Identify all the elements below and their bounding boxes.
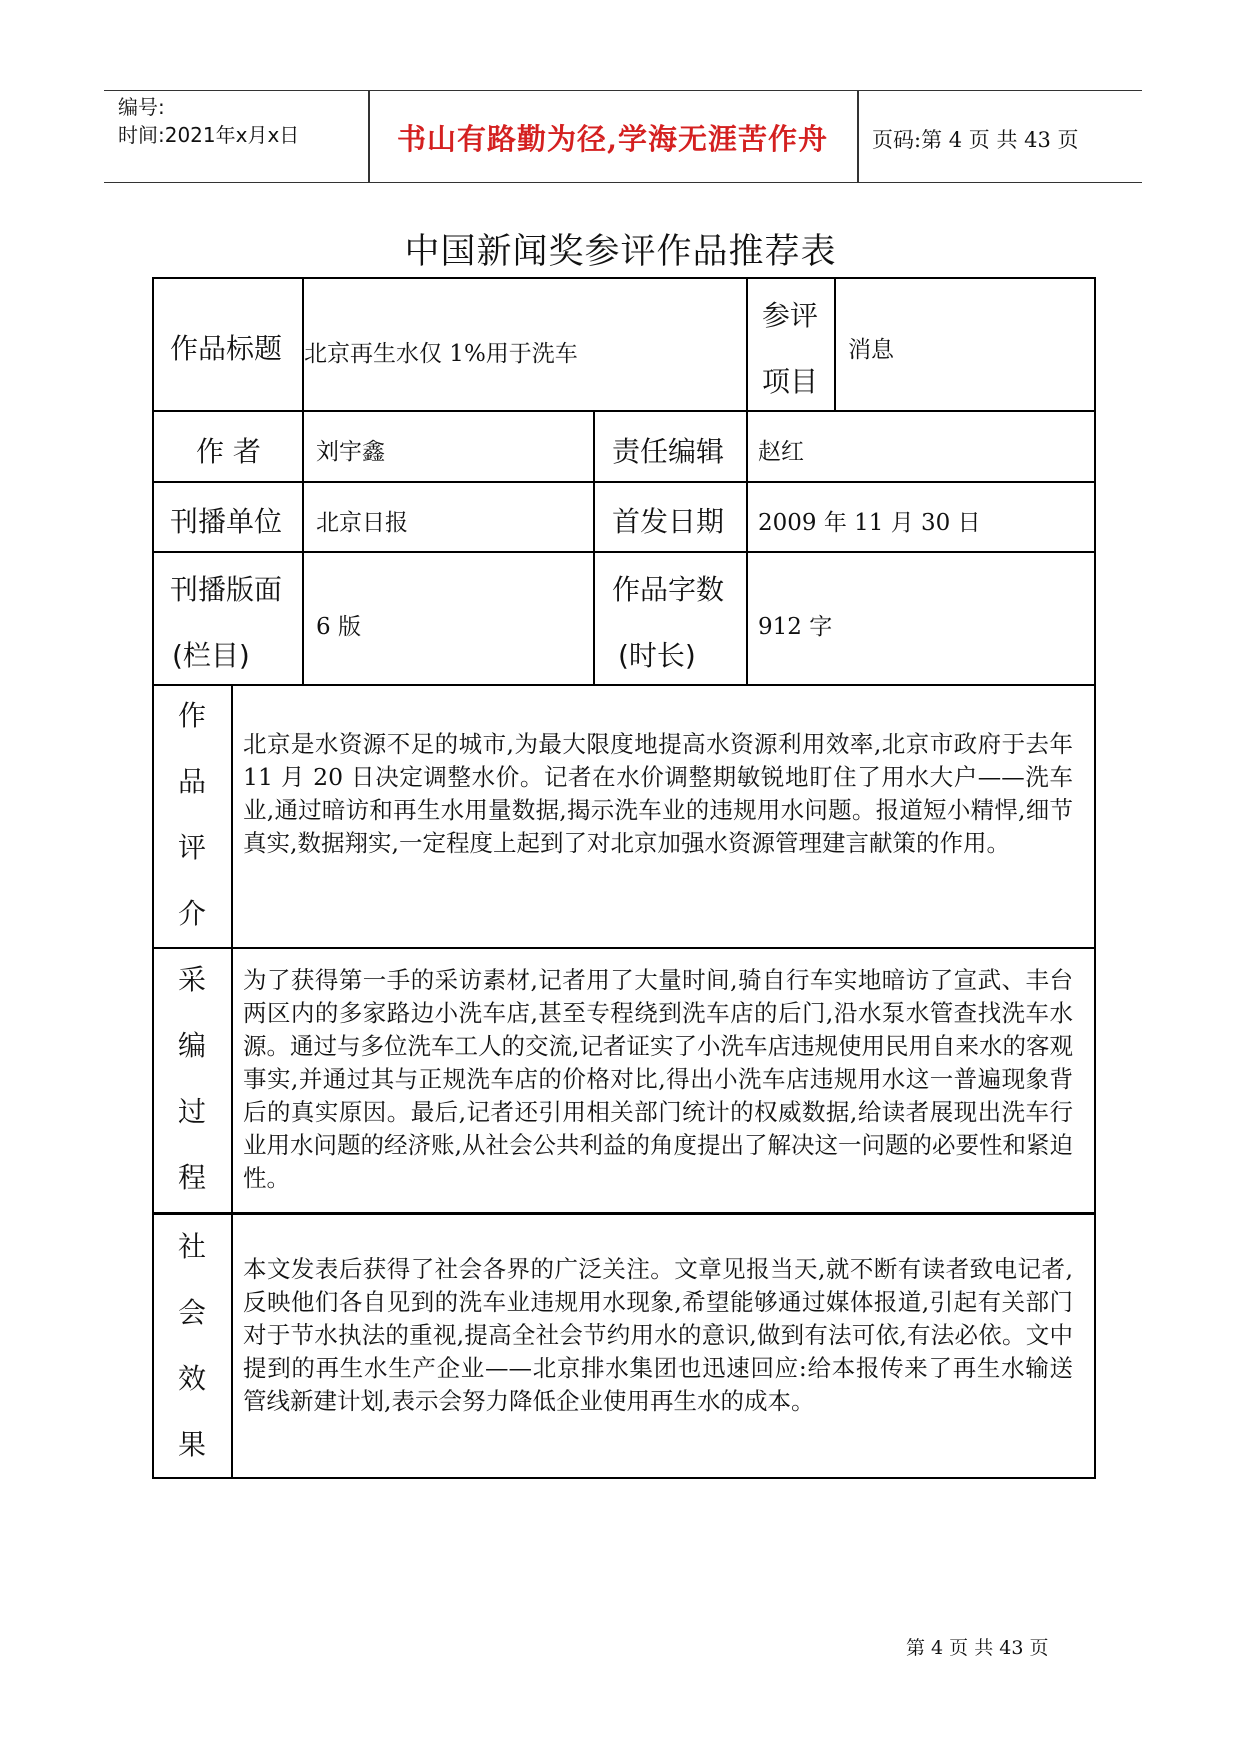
row-divider (152, 551, 1096, 553)
document-title: 中国新闻奖参评作品推荐表 (404, 232, 837, 272)
page-label-line2: (栏目) (172, 639, 250, 672)
row-divider (152, 481, 1096, 483)
author-label: 作 者 (196, 435, 261, 468)
col-divider (231, 684, 233, 1479)
section-text-impact: 本文发表后获得了社会各界的广泛关注。文章见报当天,就不断有读者致电记者,反映他们各自见到的洗车业违规用水现象,希望能够通过媒体报道,引起有关部门对于节水执法的重视,提高全社会节约用水的意识,做到有法可依,有法必依。文中提到的再生水生产企业——北京排水集团也迅速回应:给本报传来了再生水输送管线新建计划,表示会努力降低企业使用再生水的成本。 (243, 1255, 1073, 1415)
row-divider (152, 410, 1096, 412)
date-value: 2009 年 11 月 30 日 (758, 510, 981, 536)
header-motto: 书山有路勤为径,学海无涯苦作舟 (396, 122, 829, 156)
page-value: 6 版 (316, 614, 361, 640)
section-label-impact: 社 会 效 果 (177, 1230, 206, 1461)
col-divider (834, 277, 836, 411)
row-divider (152, 1212, 1096, 1215)
section-label-review: 作 品 评 介 (177, 699, 206, 930)
code-label: 编号: (118, 95, 165, 119)
category-value: 消息 (848, 337, 894, 363)
header-page-info: 页码:第 4 页 共 43 页 (872, 128, 1079, 152)
section-text-review: 北京是水资源不足的城市,为最大限度地提高水资源利用效率,北京市政府于去年 11 月 20 日决定调整水价。记者在水价调整期敏锐地盯住了用水大户——洗车业,通过暗访和再生水用量数据,揭示洗车业的违规用水问题。报道短小精悍,细节真实,数据翔实,一定程度上起到了对北京加强水资源管理建言献策的作用。 (243, 730, 1073, 857)
col-divider (593, 410, 595, 685)
header-meta (118, 93, 299, 149)
row-divider (152, 947, 1096, 949)
page-footer: 第 4 页 共 43 页 (906, 1637, 1049, 1659)
words-label-line1: 作品字数 (612, 573, 725, 606)
publisher-value: 北京日报 (316, 510, 408, 536)
time-label: 时间:2021年x月x日 (118, 123, 300, 147)
category-label-line1: 参评 (762, 299, 819, 332)
author-value: 刘宇鑫 (316, 439, 385, 465)
section-text-process: 为了获得第一手的采访素材,记者用了大量时间,骑自行车实地暗访了宣武、丰台两区内的多家路边小洗车店,甚至专程绕到洗车店的后门,沿水泵水管查找洗车水源。通过与多位洗车工人的交流,记者证实了小洗车店违规使用民用自来水的客观事实,并通过其与正规洗车店的价格对比,得出小洗车店违规用水这一普遍现象背后的真实原因。最后,记者还引用相关部门统计的权威数据,给读者展现出洗车行业用水问题的经济账,从社会公共利益的角度提出了解决这一问题的必要性和紧迫性。 (243, 966, 1073, 1192)
page-header (104, 90, 1142, 183)
date-label: 首发日期 (612, 505, 725, 538)
row-divider (152, 684, 1096, 686)
words-label-line2: (时长) (618, 639, 696, 672)
col-divider (746, 410, 748, 685)
work-title-label: 作品标题 (170, 332, 283, 365)
editor-value: 赵红 (758, 439, 804, 465)
col-divider (746, 277, 748, 411)
section-label-process: 采 编 过 程 (177, 963, 206, 1194)
publisher-label: 刊播单位 (170, 505, 283, 538)
words-value: 912 字 (758, 614, 833, 640)
page-label-line1: 刊播版面 (170, 573, 283, 606)
category-label-line2: 项目 (762, 365, 819, 398)
editor-label: 责任编辑 (612, 435, 725, 468)
header-divider (857, 91, 859, 182)
work-title-value: 北京再生水仅 1%用于洗车 (304, 341, 578, 367)
